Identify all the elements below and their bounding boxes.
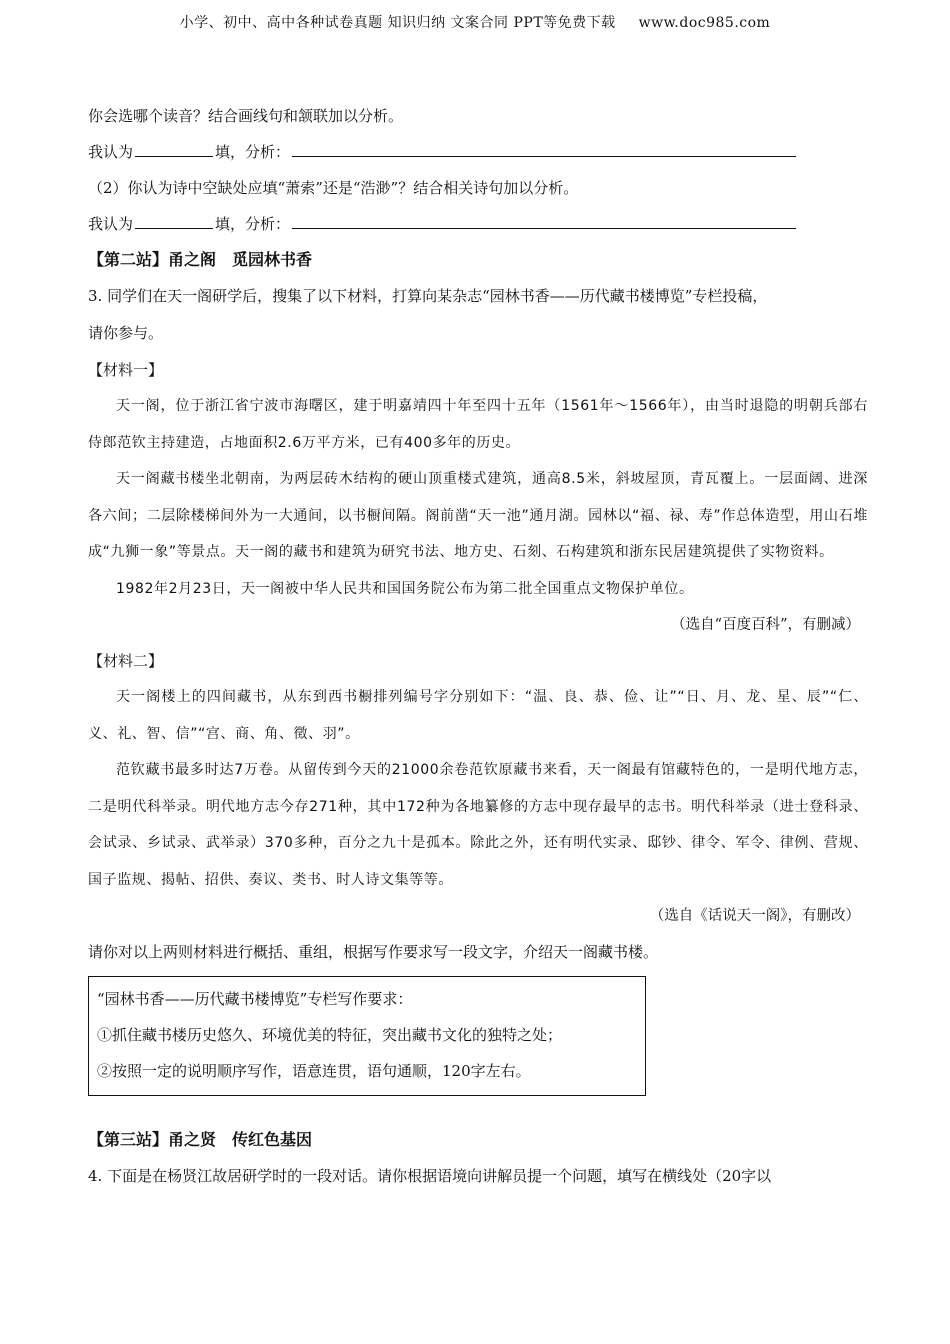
answer-mid-b: 填，分析： xyxy=(215,215,291,233)
q3-line2: 请你参与。 xyxy=(88,324,164,342)
blank-long-b[interactable] xyxy=(292,227,796,229)
q2-line1: 你会选哪个读音？结合画线句和颔联加以分析。 xyxy=(88,107,404,125)
q4-line1: 4. 下面是在杨贤江故居研学时的一段对话。请你根据语境向讲解员提一个问题，填写在横线处（20字以 xyxy=(88,1167,772,1185)
station2-title: 【第二站】甬之阁 觅园林书香 xyxy=(88,250,313,269)
material1-source: （选自“百度百科”，有删减） xyxy=(671,617,860,633)
blank-short-b[interactable] xyxy=(135,227,213,229)
answer-line-b xyxy=(88,206,868,242)
material2-title: 【材料二】 xyxy=(88,652,164,670)
requirement-1: ①抓住藏书楼历史悠久、环境优美的特征，突出藏书文化的独特之处； xyxy=(97,1026,563,1044)
requirement-2: ②按照一定的说明顺序写作，语意连贯，语句通顺，120字左右。 xyxy=(97,1062,531,1080)
requirements-title: “园林书香——历代藏书楼博览”专栏写作要求： xyxy=(97,990,413,1008)
document-body xyxy=(88,98,868,1195)
blank-long-a[interactable] xyxy=(292,155,796,157)
material1-para3: 1982年2月23日，天一阁被中华人民共和国国务院公布为第二批全国重点文物保护单位。 xyxy=(116,580,694,597)
material1-para1: 天一阁，位于浙江省宁波市海曙区，建于明嘉靖四十年至四十五年（1561年～1566年），由当时退隐的明朝兵部右侍郎范钦主持建造，占地面积2.6万平方米，已有400多年的历史。 xyxy=(88,398,868,451)
answer-prefix-b: 我认为 xyxy=(88,215,134,233)
answer-mid-a: 填，分析： xyxy=(215,143,291,161)
material1-para2: 天一阁藏书楼坐北朝南，为两层砖木结构的硬山顶重楼式建筑，通高8.5米，斜坡屋顶，青瓦覆上。一层面阔、进深各六间；二层除楼梯间外为一大通间，以书橱间隔。阁前凿“天一池”通月湖。园林以“福、禄、寿”作总体造型，用山石堆成“九狮一象”等景点。天一阁的藏书和建筑为研究书法、地方史、石刻、石构建筑和浙东民居建筑提供了实物资料。 xyxy=(88,471,868,560)
page-header xyxy=(0,12,950,32)
material2-source: （选自《话说天一阁》，有删改） xyxy=(649,908,860,924)
material2-para1: 天一阁楼上的四间藏书，从东到西书橱排列编号字分别如下：“温、良、恭、俭、让”“日、月、龙、星、辰”“仁、义、礼、智、信”“宫、商、角、徵、羽”。 xyxy=(88,689,868,742)
answer-line-a xyxy=(88,134,868,170)
header-url[interactable]: www.doc985.com xyxy=(638,15,771,31)
material2-para2: 范钦藏书最多时达7万卷。从留传到今天的21000余卷范钦原藏书来看，天一阁最有馆藏特色的，一是明代地方志，二是明代科举录。明代地方志今存271种，其中172种为各地纂修的方志中现存最早的志书。明代科举录（进士登科录、会试录、乡试录、武举录）370多种，百分之九十是孤本。除此之外，还有明代实录、邸钞、律令、军令、律例、营规、国子监规、揭帖、招供、奏议、类书、时人诗文集等等。 xyxy=(88,762,868,888)
header-text: 小学、初中、高中各种试卷真题 知识归纳 文案合同 PPT等免费下载 xyxy=(179,15,616,31)
material1-title: 【材料一】 xyxy=(88,361,164,379)
q2-line3: （2）你认为诗中空缺处应填“萧索”还是“浩渺”？结合相关诗句加以分析。 xyxy=(88,179,579,197)
writing-task: 请你对以上两则材料进行概括、重组，根据写作要求写一段文字，介绍天一阁藏书楼。 xyxy=(88,943,659,961)
station3-title: 【第三站】甬之贤 传红色基因 xyxy=(88,1130,313,1149)
q3-line1: 3. 同学们在天一阁研学后，搜集了以下材料，打算向某杂志“园林书香——历代藏书楼博览”专栏投稿， xyxy=(88,287,768,305)
writing-requirements-box xyxy=(88,976,646,1096)
answer-prefix-a: 我认为 xyxy=(88,143,134,161)
blank-short-a[interactable] xyxy=(135,155,213,157)
spacer xyxy=(88,1096,868,1122)
